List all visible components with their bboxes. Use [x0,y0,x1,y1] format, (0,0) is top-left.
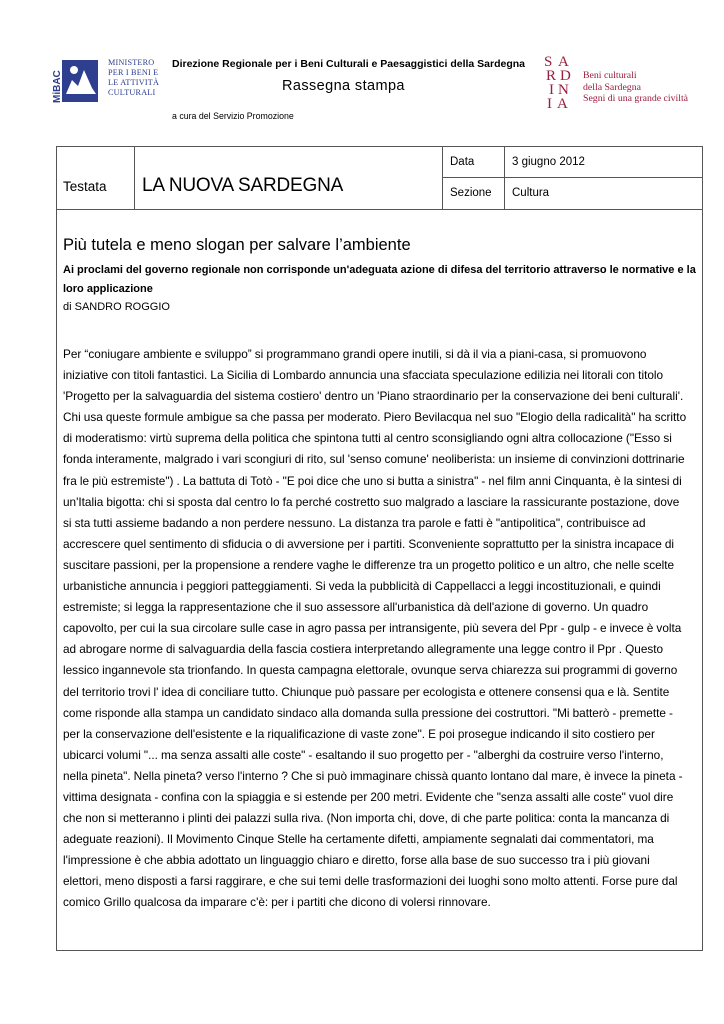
article-line: Per “coniugare ambiente e sviluppo” si programmano grandi opere inutili, si dà il via a piani-casa, si promuovono [63,347,647,361]
sezione-value-cell [505,178,702,209]
article-line: 'Progetto per la salvaguardia del sistema costiero' dentro un 'Piano straordinario per la conservazione dei beni culturali'. [63,389,684,404]
article-line: comico Grillo qualcosa da imparare c'è: per i partiti che dicono di volersi rinnovare. [63,895,491,910]
article-line: vittima designata - confina con la spiaggia e si estende per 200 metri. Evidente che "senza assalti alle coste" vuol dire [63,789,674,804]
article-line: iniziative con titoli fantastici. La Sicilia di Lombardo annuncia una sfacciata speculazione edilizia nei litorali con titolo [63,368,664,383]
article-subtitle: Ai proclami del governo regionale non corrisponde un'adeguata azione di difesa del territorio attraverso le normative e la loro applicazione [63,264,696,295]
svg-text:A: A [558,54,569,70]
article-line: lessico ingannevole sta trionfando. In questa campagna elettorale, ovunque serva chiarezza sui programmi di governo [63,663,678,678]
svg-text:A: A [557,96,568,110]
svg-text:S: S [544,54,553,70]
article-line: adeguate reazioni). Il Movimento Cinque Stelle ha certamente difetti, ampiamente segnalati dai commentatori, ma [63,832,654,847]
article-line: ubicarci volumi "... ma senza assalti alle coste" - esaltando il suo progetto per - "alberghi da costruire verso l'interno, [63,747,664,762]
article-line: di moderatismo: virtù suprema della politica che spintona tutti al centro sconsigliando ogni altra collocazione ("Esso si [63,431,672,446]
sardegna-tagline: Beni culturali della Sardegna Segni di una grande civiltà [583,70,689,104]
article-byline: di SANDRO ROGGIO [63,301,170,313]
sezione-value: Cultura [512,187,550,199]
article-line: elettori, meno disposti a farsi raggirare, e che sui temi delle trasformazioni dei luoghi sono molto attenti. Forse pure dal [63,874,678,889]
article-line: del territorio trovi l' idea di conciliare tutto. Chiunque può passare per ecologista e ottenere consensi qua e là. Sentite [63,684,670,699]
article-line: per la conservazione dell'esistente e la riqualificazione di vaste zone". E poi prosegue indicando il sito costiero per [63,726,655,741]
article-line: nella pineta". Nella pineta? verso l'interno ? Che si può immaginare chissà quanto lontano dal mare, è invece la pineta - [63,768,683,783]
article-line: suscitare passioni, per la propensione a rendere vaghe le differenze tra un progetto politico e un altro, che nelle scelte [63,557,675,572]
testata-value-cell [135,147,443,209]
article-line: si sta tutti assieme badando a non perdere nessuno. La distanza tra parole e fatti è "antipolitica", contribuisce ad [63,515,646,530]
sezione-label: Sezione [450,187,492,199]
article-line: Chi usa queste formule ambigue sa che passa per moderato. Piero Bevilacqua nel suo "Elogio della radicalità" ha scritto [63,410,687,425]
article-line: l'impressione è che abbia adottato un linguaggio chiaro e diretto, forse alla base de suo successo tra i più giovani [63,853,650,868]
article-title: Più tutela e meno slogan per salvare l’ambiente [63,236,411,254]
article-frame [56,146,703,951]
article-line: fonda interamente, malgrado i vari scongiuri di rito, sul 'senso comune' neoliberista: un insieme di convinzioni dottrinarie [63,452,685,467]
curated-by: a cura del Servizio Promozione [172,111,294,121]
svg-text:D: D [560,68,571,84]
article-line: un'Italia bigotta: chi si sposta dal centro lo fa perché costretto suo malgrado a lasciare la rassicurante postazione, dove [63,494,680,509]
info-table [57,147,702,210]
svg-text:R: R [546,68,557,84]
article-line: fra le più estremiste") . La battuta di Totò - "E poi dice che uno si butta a sinistra" - nel film anni Cinquanta, è la sintesi di [63,473,682,488]
data-value-cell [505,147,702,178]
newspaper-name: LA NUOVA SARDEGNA [142,175,344,196]
svg-text:N: N [558,82,569,98]
article-line: estremiste; si legga la rappresentazione che il suo assessore all'urbanistica dà dell'azione di governo. Un quadro [63,600,649,615]
article-line: capovolto, per cui la sua circolare sulle case in agro passa per intransigente, più severa del Ppr - gulp - e invece è volta [63,621,682,636]
sardegna-logo [543,52,693,110]
department-name: Direzione Regionale per i Beni Culturali e Paesaggistici della Sardegna [172,58,526,70]
article-body [63,344,697,914]
page-title: Rassegna stampa [282,78,405,94]
article-line: ad abrogare norme di salvaguardia della fascia costiera interpretando allegramente una legge contro il Ppr . Questo [63,642,664,657]
data-value: 3 giugno 2012 [512,156,585,168]
svg-text:I: I [547,96,552,110]
testata-label: Testata [63,179,107,194]
article-line: come risponde alla stampa un candidato sindaco alla domanda sulla pressione dei costruttori. "Mi batterò - premette - [63,705,673,720]
ministry-logo [52,56,162,108]
sardinia-wordmark-icon [543,52,575,110]
data-label: Data [450,156,475,168]
article-line: urbanistiche annuncia i peggiori patteggiamenti. Si veda la pubblicità di Cappellacci a leggi incostituzionali, e quindi [63,579,661,594]
svg-text:I: I [549,82,554,98]
ministry-name: MINISTERO PER I BENI E LE ATTIVITÀ CULTURALI [108,58,160,97]
data-label-cell [443,147,505,178]
article-line: accrescere quel sentimento di sfiducia o di avversione per i partiti. Sconveniente soprattutto per la sinistra incapace di [63,536,675,551]
sezione-label-cell [443,178,505,209]
article-line: che non si metteranno i plinti dei palazzi sulla riva. (Non importa chi, dove, di che parte politica: conta la mancanza di [63,811,670,826]
mibac-logo-icon [52,56,102,106]
testata-label-cell [57,147,135,209]
svg-text:MiBAC: MiBAC [52,70,63,103]
